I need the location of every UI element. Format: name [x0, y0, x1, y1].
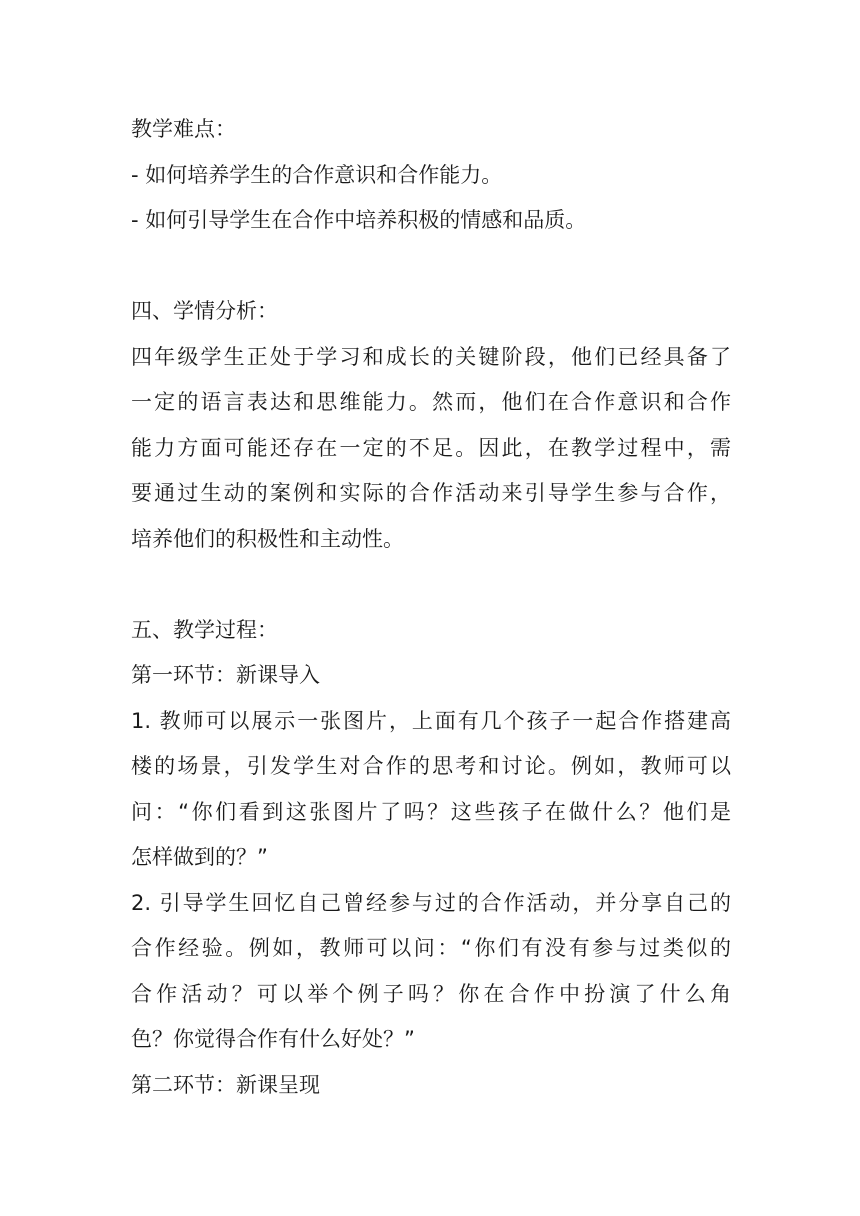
- item-1-line: 问：“你们看到这张图片了吗？这些孩子在做什么？他们是: [131, 799, 731, 824]
- item-2-line: 合作活动？可以举个例子吗？你在合作中扮演了什么角: [131, 981, 731, 1006]
- item-1-line: 1. 教师可以展示一张图片，上面有几个孩子一起合作搭建高: [131, 708, 731, 733]
- item-2-line: 色？你觉得合作有什么好处？”: [131, 1027, 415, 1051]
- analysis-line: 培养他们的积极性和主动性。: [131, 526, 404, 551]
- item-1-line: 楼的场景，引发学生对合作的思考和讨论。例如，教师可以: [131, 754, 731, 778]
- analysis-line: 一定的语言表达和思维能力。然而，他们在合作意识和合作: [131, 390, 731, 414]
- analysis-heading: 四、学情分析：: [131, 299, 278, 323]
- blank-line: [131, 562, 731, 608]
- blank-line: [131, 244, 731, 290]
- analysis-line: 能力方面可能还存在一定的不足。因此，在教学过程中，需: [131, 435, 731, 460]
- item-2-line: 合作经验。例如，教师可以问：“你们有没有参与过类似的: [131, 936, 731, 960]
- item-2-line: 2. 引导学生回忆自己曾经参与过的合作活动，并分享自己的: [131, 890, 731, 915]
- analysis-line: 四年级学生正处于学习和成长的关键阶段，他们已经具备了: [131, 344, 731, 369]
- analysis-line: 要通过生动的案例和实际的合作活动来引导学生参与合作，: [131, 481, 731, 505]
- difficulties-heading: 教学难点：: [131, 117, 236, 141]
- stage-title: 第二环节：新课呈现: [131, 1072, 320, 1097]
- item-1-line: 怎样做到的？”: [131, 845, 268, 869]
- document-body: [131, 107, 731, 1108]
- difficulty-item: - 如何引导学生在合作中培养积极的情感和品质。: [131, 208, 587, 232]
- stage-title: 第一环节：新课导入: [131, 663, 320, 687]
- difficulty-item: - 如何培养学生的合作意识和合作能力。: [131, 162, 503, 187]
- process-heading: 五、教学过程：: [131, 617, 278, 642]
